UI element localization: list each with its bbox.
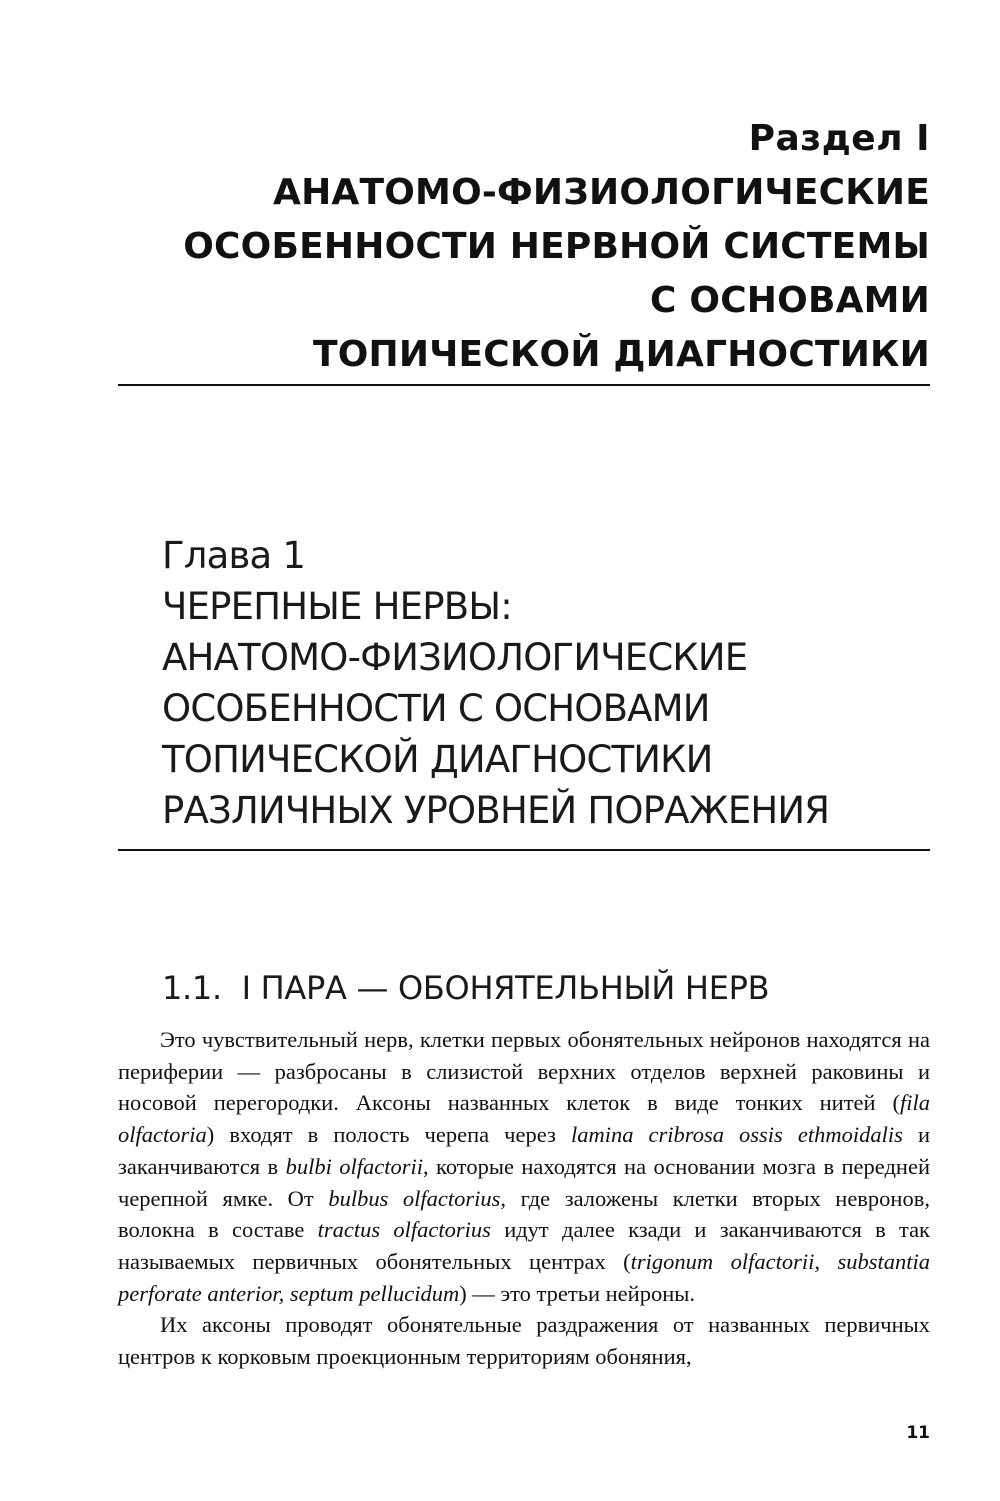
subsection-heading xyxy=(162,964,942,1012)
text-run: ) входят в полость черепа через xyxy=(206,1122,571,1148)
section-title-line: ТОПИЧЕСКОЙ ДИАГНОСТИКИ xyxy=(313,334,930,375)
text-run: , где заложены клетки вторых невронов, волокна в составе xyxy=(118,1185,930,1243)
section-title-line: С ОСНОВАМИ xyxy=(650,280,930,321)
chapter-title-line: АНАТОМО-ФИЗИОЛОГИЧЕСКИЕ xyxy=(162,636,748,679)
chapter-label: Глава 1 xyxy=(162,534,306,577)
latin-term: tractus olfactorius xyxy=(317,1217,491,1243)
section-label: Раздел I xyxy=(748,118,930,159)
latin-term: fila olfactoria xyxy=(118,1090,930,1148)
chapter-title-line: РАЗЛИЧНЫХ УРОВНЕЙ ПОРАЖЕНИЯ xyxy=(162,789,830,832)
text-run: идут далее кзади и заканчиваются в так называемых первичных обонятельных центрах ( xyxy=(118,1217,930,1274)
section-heading xyxy=(120,112,930,382)
page-number: 11 xyxy=(906,1423,930,1443)
body-text xyxy=(118,1024,930,1373)
section-divider xyxy=(118,384,930,386)
section-title-line: ОСОБЕННОСТИ НЕРВНОЙ СИСТЕМЫ xyxy=(183,226,930,267)
text-run: Это чувствительный нерв, клетки первых обонятельных нейронов находятся на периферии — разбросаны в слизистой верхних отделов верхней раковины и носовой перегородки. Аксоны названных клеток в виде тонких нитей ( xyxy=(118,1027,930,1116)
latin-term: trigonum olfactorii, substantia perforate anterior, septum pellucidum xyxy=(118,1248,930,1306)
section-title-line: АНАТОМО-ФИЗИОЛОГИЧЕСКИЕ xyxy=(273,172,930,213)
subsection-title: I ПАРА — ОБОНЯТЕЛЬНЫЙ НЕРВ xyxy=(241,969,770,1007)
subsection-number: 1.1. xyxy=(162,969,222,1007)
paragraph xyxy=(118,1024,930,1309)
text-run: и заканчиваются в xyxy=(118,1122,930,1179)
text-run: ) — это третьи нейроны. xyxy=(459,1280,695,1306)
latin-term: bulbi olfactorii xyxy=(285,1153,424,1179)
chapter-heading xyxy=(162,530,942,836)
chapter-title-line: ОСОБЕННОСТИ С ОСНОВАМИ xyxy=(162,687,710,730)
latin-term: bulbus olfactorius xyxy=(328,1185,501,1211)
chapter-title-line: ЧЕРЕПНЫЕ НЕРВЫ: xyxy=(162,585,512,628)
chapter-title-line: ТОПИЧЕСКОЙ ДИАГНОСТИКИ xyxy=(162,738,713,781)
chapter-divider xyxy=(118,849,930,851)
text-run: , которые находятся на основании мозга в передней черепной ямке. От xyxy=(118,1153,930,1211)
paragraph: Их аксоны проводят обонятельные раздражения от названных первичных центров к корковым проекционным территориям обоняния, xyxy=(118,1312,930,1370)
latin-term: lamina cribrosa ossis ethmoidalis xyxy=(570,1122,903,1148)
